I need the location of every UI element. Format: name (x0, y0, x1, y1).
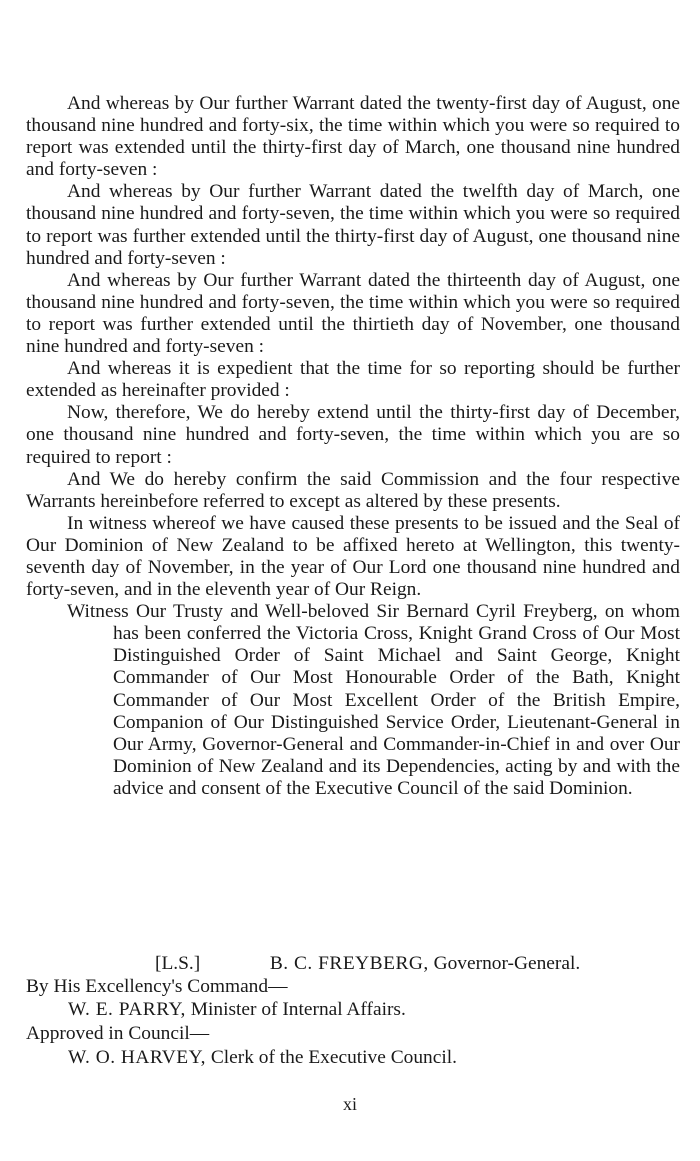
paragraph-warrant-august-1946: And whereas by Our further Warrant dated the twenty-first day of August, one thousand nine hundred and forty-six, the time within which you were so required to report was extended until the thirty-first day of March, one thousand nine hundred and forty-seven : (26, 93, 680, 181)
minister-title: Minister of Internal Affairs. (190, 999, 406, 1020)
governor-title: Governor-General. (433, 953, 581, 974)
command-line: By His Excellency's Command— (26, 976, 288, 997)
minister-signature-line (68, 999, 406, 1021)
warrant-body (26, 93, 680, 800)
clerk-title: Clerk of the Executive Council. (210, 1047, 457, 1068)
seal-mark: [L.S.] (155, 953, 201, 974)
paragraph-confirmation: And We do hereby confirm the said Commission and the four respective Warrants hereinbefore referred to except as altered by these presents. (26, 468, 680, 512)
governor-name: B. C. FREYBERG, (269, 953, 429, 974)
governor-signature-line (155, 953, 580, 975)
paragraph-in-witness: In witness whereof we have caused these presents to be issued and the Seal of Our Dominion of New Zealand to be affixed hereto at Wellington, this twenty-seventh day of November, in the year of Our Lord one thousand nine hundred and forty-seven, and in the eleventh year of Our Reign. (26, 512, 680, 601)
paragraph-extension: Now, therefore, We do hereby extend until the thirty-first day of December, one thousand nine hundred and forty-seven, the time within which you are so required to report : (26, 402, 680, 468)
clerk-name: W. O. HARVEY, (68, 1047, 206, 1068)
page-number: xi (342, 1094, 357, 1114)
minister-name: W. E. PARRY, (68, 999, 186, 1020)
approved-line: Approved in Council— (26, 1023, 210, 1044)
paragraph-warrant-august-1947: And whereas by Our further Warrant dated the thirteenth day of August, one thousand nine hundred and forty-seven, the time within which you were so required to report was further extended until the thirtieth day of November, one thousand nine hundred and forty-seven : (26, 269, 680, 358)
paragraph-warrant-march-1947: And whereas by Our further Warrant dated the twelfth day of March, one thousand nine hundred and forty-seven, the time within which you were so required to report was further extended until the thirty-first day of August, one thousand nine hundred and forty-seven : (26, 181, 680, 269)
paragraph-expedient: And whereas it is expedient that the time for so reporting should be further extended as hereinafter provided : (26, 358, 680, 402)
paragraph-witness-clause: Witness Our Trusty and Well-beloved Sir Bernard Cyril Freyberg, on whom has been conferred the Victoria Cross, Knight Grand Cross of Our Most Distinguished Order of Saint Michael and Saint George, Knight Commander of Our Most Honourable Order of the Bath, Knight Commander of Our Most Excellent Order of the British Empire, Companion of Our Distinguished Service Order, Lieutenant-General in Our Army, Governor-General and Commander-in-Chief in and over Our Dominion of New Zealand and its Dependencies, acting by and with the advice and consent of the Executive Council of the said Dominion. (67, 601, 680, 799)
clerk-signature-line (68, 1047, 457, 1069)
